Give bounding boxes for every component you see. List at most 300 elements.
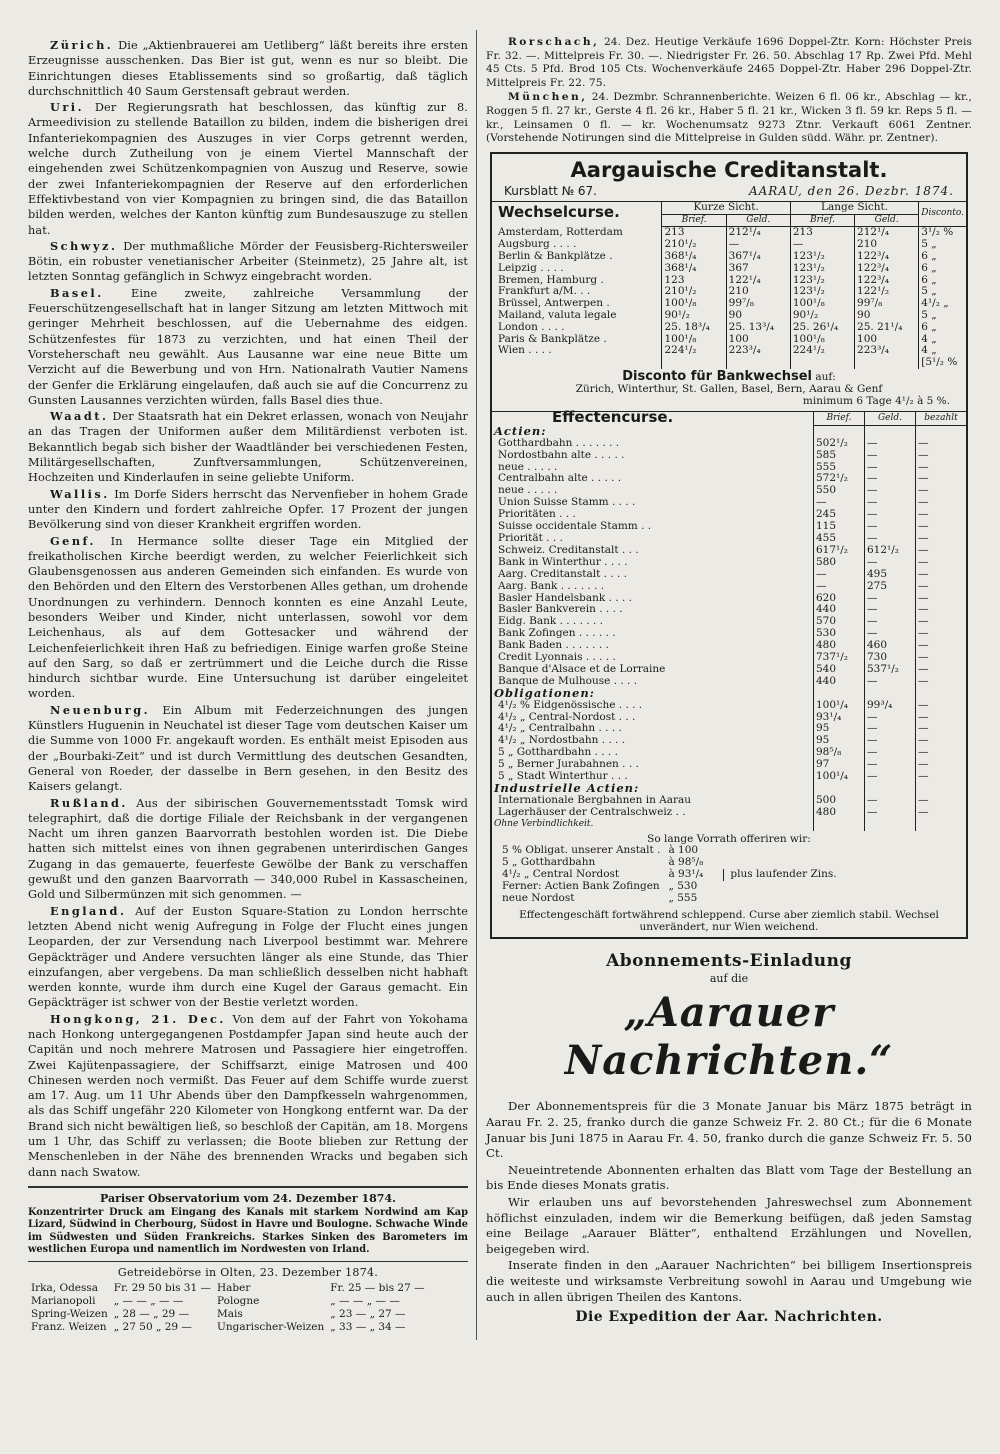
exchange-value [662,357,726,369]
exchange-row [492,322,966,334]
exchange-value: 100 [855,334,919,346]
security-value: — [916,545,967,557]
subscription-invitation [486,951,972,1325]
security-row [492,700,966,712]
expedition-signature: Die Expedition der Aar. Nachrichten. [575,1309,883,1326]
security-value: 245 [814,509,865,521]
security-value: 98⁵/₈ [814,747,865,759]
wechsel-heading: Wechselcurse. [498,203,620,222]
security-value: 572¹/₂ [814,473,865,485]
news-articles [28,38,468,1180]
offer-item: Ferner: Actien Bank Zofingen [502,879,660,892]
exchange-value: 25. 18³/₄ [662,322,726,334]
olten-cell: Fr. 29 50 bis 31 — [113,1281,212,1294]
lange-sicht-header: Lange Sicht. [790,202,918,214]
security-value: — [916,450,967,462]
offer-row [498,893,707,905]
news-paragraph [28,1012,468,1180]
security-value: — [916,533,967,545]
olten-row [28,1282,428,1295]
security-value: — [916,759,967,771]
geld-header: Geld. [855,214,919,227]
offer-note: plus laufender Zins. [723,869,836,881]
security-name: Banque d'Alsace et de Lorraine [498,662,666,675]
offer-item: 5 % Obligat. unserer Anstalt . [502,844,661,857]
security-value: — [865,676,916,688]
kursblatt-number: Kursblatt № 67. [504,183,597,198]
security-name: Suisse occidentale Stamm . . [498,520,652,533]
disconto-header: Disconto. [919,202,966,227]
offer-item: 5 „ Gotthardbahn [502,856,596,869]
market-text: 24. Dez. Heutige Verkäufe 1696 Doppel-Ztr. Korn: Höchster Preis Fr. 32. —. Mittelpreis Fr. 30. —. Niedrigster Fr. 26. 50. Abschlag 17 Rp. Zwei Pfd. Mehl 45 Cts. 5 Pfd. Brod 105 Cts. Wochenverkäufe 2465 Doppel-Ztr. Haber 296 Doppel-Ztr. Mittelpreis Fr. 22. 75. [486,36,972,89]
security-name: Union Suisse Stamm . . . . [498,496,636,509]
security-value: — [916,497,967,509]
dateline: Rußland. [50,795,128,810]
news-paragraph [28,239,468,285]
security-value: — [865,438,916,450]
exchange-value: 213 [662,227,726,239]
security-value: — [916,747,967,759]
security-name: Internationale Bergbahnen in Aarau [498,793,692,806]
olten-cell: Ungarischer-Weizen [217,1320,325,1333]
security-value: — [916,438,967,450]
section-rule [28,1186,468,1188]
olten-cell: „ 23 — „ 27 — [330,1307,406,1320]
security-value: — [865,557,916,569]
security-value [916,426,967,438]
olten-cell: Spring-Weizen [31,1307,108,1320]
security-name: 5 „ Stadt Winterthur . . . [498,770,628,783]
olten-cell: Haber [217,1281,251,1294]
offer-price: à 100 [668,844,699,857]
exchange-value: 25. 13³/₄ [726,322,790,334]
exchange-value: 223³/₄ [726,345,790,357]
paragraph-text: Die „Aktienbrauerei am Uetliberg“ läßt bereits ihre ersten Erzeugnisse ausschenken. Das Bier ist gut, wenn es nur so bleibt. Die Einrichtungen dieses Etablissements sind so großartig, daß täglich durchschnittlich 40 Saum Gerstensaft gebraut werden. [28,39,468,98]
security-value: 480 [814,807,865,819]
exchange-row [492,263,966,275]
security-value: 100¹/₄ [814,700,865,712]
news-paragraph [28,904,468,1011]
exchange-value: 210 [855,239,919,251]
security-value: 540 [814,664,865,676]
olten-grain-table [28,1282,428,1334]
market-report [486,91,972,145]
exchange-value: 123¹/₂ [790,251,854,263]
exchange-value: 212¹/₄ [855,227,919,239]
security-name: Aarg. Creditanstalt . . . . [498,567,627,580]
security-value: — [916,807,967,819]
brief-header: Brief. [814,412,865,426]
security-value [916,688,967,700]
exchange-value: 224¹/₂ [662,345,726,357]
security-name: Bank Zofingen . . . . . . [498,627,616,640]
market-reports [486,36,972,146]
exchange-value: 6 „ [919,251,966,263]
exchange-value: 25. 21¹/₄ [855,322,919,334]
offer-price: à 98⁵/₈ [668,856,704,869]
dateline: Neuenburg. [50,702,151,717]
exchange-value: 99⁷/₈ [726,298,790,310]
security-value: 100¹/₄ [814,771,865,783]
newspaper-name: „Aarauer Nachrichten.“ [564,989,894,1085]
offer-item: 4¹/₂ „ Central Nordost [502,868,620,881]
exchange-value: 223³/₄ [855,345,919,357]
market-text: 24. Dezmbr. Schrannenberichte. Weizen 6 fl. 06 kr., Abschlag — kr., Roggen 5 fl. 27 kr., Gerste 4 fl. 26 kr., Haber 5 fl. 21 kr., Wicken 3 fl. 59 kr. Reps 5 fl. — kr., Leinsamen 0 fl. — kr. Wochenumsatz 9273 Ztnr. Verkauft 6061 Zentner. (Vorstehende Notirungen sind die Mittelpreise in Gulden südd. Währ. pr. Zentner). [486,91,972,145]
exchange-value: 213 [790,227,854,239]
security-value: 620 [814,593,865,605]
bezahlt-header: bezahlt [916,412,967,426]
exchange-place: Brüssel, Antwerpen . [498,297,610,310]
exchange-value: 100 [726,334,790,346]
security-value: 115 [814,521,865,533]
security-name: Schweiz. Creditanstalt . . . [498,543,639,556]
security-value: 730 [865,652,916,664]
security-value: — [916,664,967,676]
security-value: — [865,593,916,605]
news-paragraph [28,409,468,485]
kursblatt-date: AARAU, den 26. Dezbr. 1874. [748,183,954,198]
news-paragraph [28,487,468,533]
security-value: 95 [814,723,865,735]
olten-cell: „ — — „ — — [330,1294,400,1307]
olten-cell: „ 27 50 „ 29 — [113,1320,192,1333]
exchange-row [492,251,966,263]
paragraph-text: In Hermance sollte dieser Tage ein Mitglied der freikatholischen Kirche beerdigt werden, zu welcher Feierlichkeit sich Glaubensgenossen aus anderen Gemeinden sich einfanden. Es wurde von den Behörden und den Eltern des Verstorbenen Alles gethan, um drohende Unordnungen zu verhindern. Dennoch konnten es eine Anzahl Leute, besonders Weiber und Kinder, nicht unterlassen, sowohl vor dem Leichenhaus, als auf dem Gottesacker und während der Leichenfeierlichkeit ihren Haß zu befriedigen. Einige warfen große Steine auf den Sarg, so daß er zertrümmert und die Leiche durch die Risse hindurch sichtbar wurde. Eine Untersuchung ist darüber eingeleitet worden. [28,534,468,701]
security-value: — [865,521,916,533]
security-value: — [865,473,916,485]
exchange-value [790,357,854,369]
security-value: — [916,581,967,593]
security-value: — [916,604,967,616]
security-value: — [865,485,916,497]
security-row [492,438,966,450]
exchange-value: 122³/₄ [855,275,919,287]
security-row [492,569,966,581]
exchange-value: 4 „ [919,334,966,346]
security-value: — [916,521,967,533]
offer-section [492,831,966,908]
exchange-value: 90¹/₂ [662,310,726,322]
security-value: — [916,628,967,640]
olten-cell: Irka, Odessa [31,1281,99,1294]
abo-auf-die: auf die [709,972,749,986]
exchange-place: Berlin & Bankplätze . [498,249,613,262]
security-name: Nordostbahn alte . . . . . [498,448,625,461]
security-value: — [865,533,916,545]
exchange-place: London . . . . [498,320,565,333]
exchange-value: 122¹/₂ [855,286,919,298]
olten-cell: Marianopoli [31,1294,96,1307]
security-value: 555 [814,462,865,474]
security-value: 95 [814,735,865,747]
exchange-place: Bremen, Hamburg . [498,273,604,286]
paragraph-text: Der Staatsrath hat ein Dekret erlassen, wonach von Neujahr an das Tragen der Uniformen außer dem Militärdienst verboten ist. Bekanntlich begab sich bisher der Waadtländer bei verschiedenen Festen, Militärgesellschaften, Zunftversammlungen, Schützenvereinen, Hochzeiten und Kinderlaufen in seine geliebte Uniform. [28,410,468,485]
security-value: — [916,485,967,497]
exchange-value: [5¹/₂ % [919,357,966,369]
security-value [916,819,967,831]
kurze-sicht-header: Kurze Sicht. [662,202,790,214]
olten-cell: Pologne [217,1294,260,1307]
security-value: — [865,450,916,462]
brief-header: Brief. [662,214,726,227]
exchange-value: 122³/₄ [855,263,919,275]
exchange-value [726,357,790,369]
security-value: 570 [814,616,865,628]
olten-row [28,1308,428,1321]
security-value: — [916,700,967,712]
exchange-place: Augsburg . . . . [498,238,577,251]
security-value: 500 [814,795,865,807]
disconto-auf: auf: [815,370,836,383]
exchange-place: Mailand, valuta legale [498,308,617,321]
exchange-value: 90 [726,310,790,322]
olten-cell: Fr. 25 — bis 27 — [330,1281,425,1294]
paragraph-text: Der Regierungsrath hat beschlossen, das künftig zur 8. Armeedivision zu stellende Bataillon zu bilden, indem die bisherigen drei Infanteriekompagnien des Auszuges in vier Corps getrennt werden, welche durch Zutheilung von je einem Viertel Mannschaft der eingehenden zwei Schützenkompagnien von Auszug und Reserve, sowie der zwei Infanteriekompagnien der Reserve auf den erforderlichen Effektivbestand von vier Kompagnien zu bringen sind, die das Bataillon bilden werden, welches der Kanton künftig zum Bundesauszuge zu stellen hat. [28,101,468,237]
news-paragraph [28,534,468,702]
note-row [492,819,966,831]
security-value: — [865,771,916,783]
dateline: Waadt. [50,409,109,424]
paragraph-text: Auf der Euston Square-Station zu London herrschte letzten Abend nicht wenig Aufregung in Folge der Flucht eines jungen Leoparden, der zur Versendung nach Liverpool bestimmt war. Mehrere Gepäckträger und Andere versuchten länger als eine Stunde, das Thier einzufangen, aber vergebens. Da man schließlich desselben nicht habhaft werden konnte, wurde ihm durch eine Kugel der Garaus gemacht. Ein Gepäckträger ist schwer von der Bestie verletzt worden. [28,904,468,1010]
offer-price: à 93¹/₄ [668,868,704,881]
security-value: — [916,473,967,485]
observatory-title: Pariser Observatorium vom 24. Dezember 1874. [100,1191,396,1205]
left-column [28,38,468,1334]
dateline: Schwyz. [50,238,118,253]
security-name: Basler Bankverein . . . . [498,603,623,616]
security-value: — [916,652,967,664]
exchange-value: 5 „ [919,310,966,322]
offer-intro: So lange Vorrath offeriren wir: [647,832,811,845]
actien-label: Actien: [494,423,547,438]
industrial-label: Industrielle Actien: [494,781,640,795]
olten-cell: „ 33 — „ 34 — [330,1320,406,1333]
olten-cell: Mais [217,1307,243,1320]
security-name: Credit Lyonnais . . . . . [498,651,616,664]
security-value: 580 [814,557,865,569]
security-value: 612¹/₂ [865,545,916,557]
news-paragraph [28,100,468,238]
exchange-value: 100¹/₈ [790,334,854,346]
security-name: neue . . . . . [498,484,558,497]
paragraph-text: Von dem auf der Fahrt von Yokohama nach Honkong untergegangenen Postdampfer Japan sind heute auch der Capitän und noch mehrere Matrosen und Passagiere hier eingetroffen. Zwei Kajütenpassagiere, der Schiffsarzt, einige Matrosen und 400 Chinesen werden noch vermißt. Das Feuer auf dem Schiffe wurde zuerst am 17. Aug. um 11 Uhr Abends über den Dampfkesseln wahrgenommen, als das Schiff ungefähr 220 Kilometer von Hongkong entfernt war. Da der Brand sich nicht bewältigen ließ, so beschloß der Capitän, am 18. Morgens um 1 Uhr, das Schiff zu verlassen; die Boote blieben zur Rettung der Menschenleben in der Nähe des brennenden Wracks und begaben sich dann nach Swatow. [28,1012,469,1179]
olten-row [28,1295,428,1308]
paragraph-text: Ein Album mit Federzeichnungen des jungen Künstlers Huguenin in Neuchatel ist dieser Tage vom deutschen Kaiser um die Summe von 1000 Fr. angekauft worden. Es enthält meist Episoden aus der „Bourbaki-Zeit“ und ist durch Vermittlung des deutschen Gesandten, General von Roeder, der dasselbe in Bern gesehen, in den Besitz des Kaisers gelangt. [28,703,468,794]
security-value: 495 [865,569,916,581]
security-value: — [916,462,967,474]
security-name: 5 „ Berner Jurabahnen . . . [498,758,639,771]
abo-paragraph: Neueintretende Abonnenten erhalten das Blatt vom Tage der Bestellung an bis Ende dieses Monats gratis. [486,1162,972,1193]
exchange-value: 368¹/₄ [662,263,726,275]
exchange-rates-table [492,202,966,369]
paragraph-text: Der muthmaßliche Mörder der Feusisberg-Richtersweiler Bötin, ein robuster venetianischer Arbeiter (Steinmetz), 25 Jahre alt, ist letzten Sonntag gefänglich in Schwyz eingebracht worden. [28,239,468,284]
exchange-value: 4¹/₂ „ [919,298,966,310]
offer-table [498,845,707,904]
security-name: 4¹/₂ „ Nordostbahn . . . . [498,734,626,747]
paragraph-text: Im Dorfe Siders herrscht das Nervenfieber in hohem Grade unter den Kindern und fordert zahlreiche Opfer. 17 Prozent der jungen Bevölkerung sind von dieser Krankheit ergriffen worden. [28,487,468,532]
security-value: — [916,557,967,569]
security-value: — [916,593,967,605]
security-value: 550 [814,485,865,497]
exchange-value: — [726,239,790,251]
security-row [492,521,966,533]
security-value: 537¹/₂ [865,664,916,676]
exchange-row [492,310,966,322]
paragraph-text: Eine zweite, zahlreiche Versammlung der Feuerschützengesellschaft hat in langer Sitzung am letzten Mittwoch mit geringer Mehrheit beschlossen, auf die Uebernahme des eidgen. Schützenfestes für 1873 zu verzichten, und hat einen Theil der Vorsteherschaft neu gewählt. Aus Lausanne war eine neue Bitte um Verzicht auf die Bewerbung und von Hrn. Nationalrath Vautier Namens der Genfer die Erklärung eingelaufen, daß auch sie auf die Concurrenz zu Gunsten Lausannes verzichten würden, falls Basel dies thue. [28,286,468,407]
security-value: 737¹/₂ [814,652,865,664]
security-value: — [916,795,967,807]
security-value [865,688,916,700]
security-value: — [814,581,865,593]
security-value: 460 [865,640,916,652]
exchange-value: 100¹/₈ [662,334,726,346]
offer-row [498,881,707,893]
security-value [814,819,865,831]
olten-cell: „ — — „ — — [113,1294,184,1307]
dateline: Zürich. [50,38,114,52]
security-name: Basler Handelsbank . . . . [498,591,632,604]
security-name: Centralbahn alte . . . . . [498,472,622,485]
section-row [492,688,966,700]
security-value: 440 [814,676,865,688]
exchange-row [492,357,966,369]
olten-cell: „ 28 — „ 29 — [113,1307,190,1320]
olten-title: Getreidebörse in Olten, 23. Dezember 1874. [117,1265,379,1279]
exchange-value: 224¹/₂ [790,345,854,357]
exchange-value [855,357,919,369]
section-rule [28,1261,468,1262]
olten-row [28,1321,428,1334]
security-value: — [865,497,916,509]
security-value: 455 [814,533,865,545]
exchange-value: 5 „ [919,286,966,298]
exchange-place: Paris & Bankplätze . [498,332,607,345]
abo-paragraph: Wir erlauben uns auf bevorstehenden Jahreswechsel zum Abonnement höflichst einzuladen, indem wir die Bemerkung beifügen, daß jeden Samstag eine Beilage „Aarauer Blätter“, enthaltend Erzählungen und Novellen, beigegeben wird. [486,1194,972,1256]
security-name: Prioritäten . . . [498,508,576,521]
security-row [492,807,966,819]
market-closing-note: Effectengeschäft fortwährend schleppend. Curse aber ziemlich stabil. Wechsel unverändert, nur Wien weichend. [519,909,939,934]
security-value: — [916,676,967,688]
geld-header: Geld. [865,412,916,426]
exchange-value: 90 [855,310,919,322]
news-paragraph [28,703,468,795]
security-name: Bank Baden . . . . . . . [498,639,609,652]
column-divider [476,30,477,1340]
security-value [865,426,916,438]
disconto-title: Disconto für Bankwechsel [622,368,812,384]
exchange-value: 367 [726,263,790,275]
exchange-value: 3¹/₂ % [919,227,966,239]
securities-table [492,407,966,831]
dateline: Uri. [50,100,85,115]
olten-cell: Franz. Weizen [31,1320,107,1333]
exchange-value: 210 [726,286,790,298]
security-value: — [865,795,916,807]
exchange-place: Frankfurt a/M. . . [498,285,591,298]
disconto-minimum: minimum 6 Tage 4¹/₂ à 5 %. [802,394,950,407]
right-column [486,36,972,1325]
section-row [492,426,966,438]
exchange-value: — [790,239,854,251]
offer-price: „ 555 [668,891,698,904]
security-value: 99³/₄ [865,700,916,712]
security-value: 585 [814,450,865,462]
security-value: — [814,497,865,509]
abo-paragraph: Inserate finden in den „Aarauer Nachrichten“ bei billigem Insertionspreis die weiteste und wirksamste Verbreitung sowohl in Aarau und Umgebung wie auch in allen übrigen Theilen des Kantons. [486,1258,972,1304]
exchange-value: 100¹/₈ [790,298,854,310]
security-value: — [916,712,967,724]
disconto-places: Zürich, Winterthur, St. Gallen, Basel, Bern, Aarau & Genf [575,382,883,395]
exchange-value: 5 „ [919,239,966,251]
no-liability-note: Ohne Verbindlichkeit. [494,818,594,829]
market-city: München, [508,91,588,104]
security-value: 617¹/₂ [814,545,865,557]
security-value: 502¹/₂ [814,438,865,450]
security-value: 275 [865,581,916,593]
security-row [492,450,966,462]
disconto-section [492,369,966,412]
exchange-place [492,357,662,369]
security-value: — [865,759,916,771]
abo-title: Abonnements-Einladung [606,951,852,972]
credit-subheader [492,184,966,202]
market-report [486,36,972,90]
security-value [814,426,865,438]
exchange-place: Leipzig . . . . [498,261,564,274]
security-name: Gotthardbahn . . . . . . . [498,436,620,449]
exchange-value: 100¹/₈ [662,298,726,310]
security-value: 440 [814,604,865,616]
obligationen-label: Obligationen: [494,685,595,700]
security-value: — [916,640,967,652]
credit-title: Aargauische Creditanstalt. [570,157,888,182]
security-value [814,688,865,700]
dateline: Genf. [50,533,96,548]
security-row [492,473,966,485]
brief-header: Brief. [790,214,854,227]
effecten-heading: Effectencurse. [552,407,674,426]
security-name: 4¹/₂ % Eidgenössische . . . . [498,698,643,711]
market-city: Rorschach, [508,36,600,48]
security-value: — [865,712,916,724]
security-value: 97 [814,759,865,771]
exchange-value: 6 „ [919,263,966,275]
exchange-row [492,345,966,357]
security-value: 530 [814,628,865,640]
dateline: England. [50,903,127,918]
security-row [492,557,966,569]
abo-paragraph: Der Abonnementspreis für die 3 Monate Januar bis März 1875 beträgt in Aarau Fr. 2. 25, franko durch die ganze Schweiz Fr. 2. 80 Ct.; für die 6 Monate Januar bis Juni 1875 in Aarau Fr. 4. 50, franko durch die ganze Schweiz Fr. 5. 50 Ct. [486,1099,972,1161]
security-value: — [814,569,865,581]
exchange-value: 210¹/₂ [662,239,726,251]
geld-header: Geld. [726,214,790,227]
security-value: — [916,509,967,521]
abo-paragraphs [486,1099,972,1305]
security-value: — [865,616,916,628]
exchange-value: 367¹/₄ [726,251,790,263]
exchange-value: 6 „ [919,275,966,287]
security-name: neue . . . . . [498,460,558,473]
security-value: 480 [814,640,865,652]
security-value: — [865,723,916,735]
paragraph-text: Aus der sibirischen Gouvernementsstadt Tomsk wird telegraphirt, daß die dortige Filiale der Reichsbank in der vergangenen Nacht um ihren ganzen Baarvorrath bestohlen worden ist. Die Diebe hatten sich mittelst eines von ihnen gegrabenen unterirdischen Ganges Zugang in das gemauerte, feuerfeste Gewölbe der Bank zu verschaffen gewußt und den ganzen Baarvorrath — 340,000 Rubel in Kassascheinen, Gold und Silbermünzen mit sich genommen. — [28,796,468,902]
exchange-value: 99⁷/₈ [855,298,919,310]
exchange-value: 368¹/₄ [662,251,726,263]
exchange-value: 90¹/₂ [790,310,854,322]
news-paragraph [28,796,468,903]
news-paragraph [28,38,468,99]
security-name: Lagerhäuser der Centralschweiz . . [498,805,686,818]
